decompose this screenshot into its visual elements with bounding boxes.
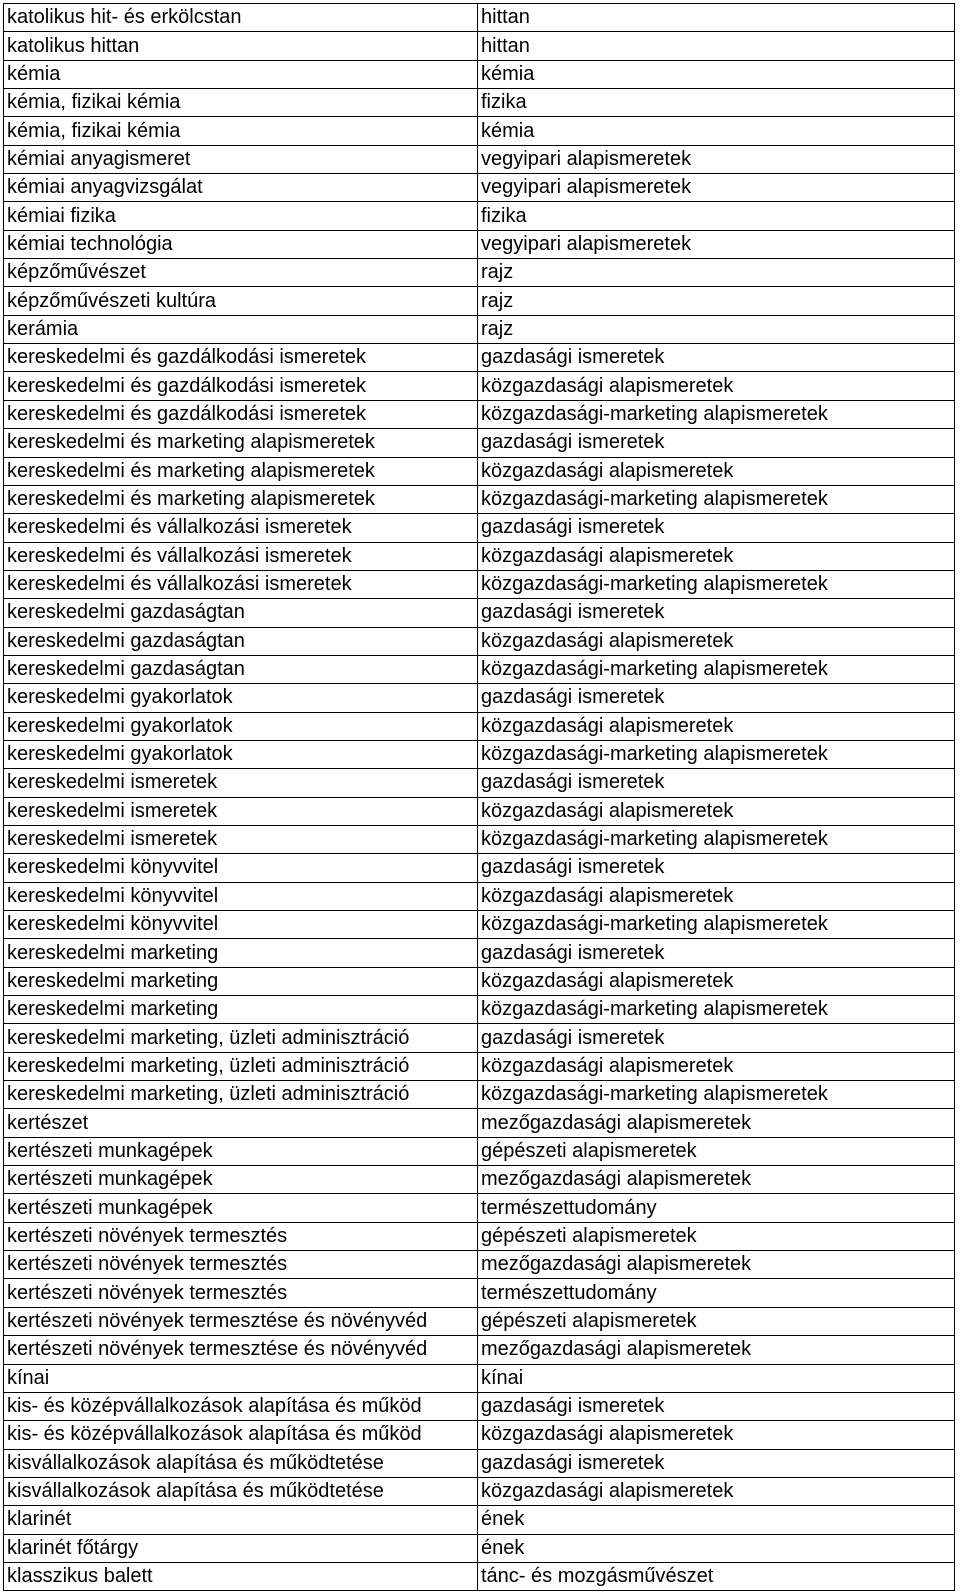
subject-cell[interactable]: kereskedelmi és gazdálkodási ismeretek bbox=[4, 400, 478, 428]
category-cell[interactable]: tánc- és mozgásművészet bbox=[478, 1562, 955, 1590]
subject-cell[interactable]: kereskedelmi ismeretek bbox=[4, 825, 478, 853]
category-cell[interactable]: kémia bbox=[478, 117, 955, 145]
category-cell[interactable]: mezőgazdasági alapismeretek bbox=[478, 1109, 955, 1137]
table-row bbox=[4, 825, 955, 853]
category-cell[interactable]: ének bbox=[478, 1534, 955, 1562]
subject-cell[interactable]: kereskedelmi marketing bbox=[4, 996, 478, 1024]
category-cell[interactable]: közgazdasági alapismeretek bbox=[478, 1421, 955, 1449]
table-row bbox=[4, 117, 955, 145]
subject-cell[interactable]: kereskedelmi marketing bbox=[4, 967, 478, 995]
category-cell[interactable]: közgazdasági alapismeretek bbox=[478, 712, 955, 740]
subject-cell[interactable]: kertészeti növények termesztés bbox=[4, 1279, 478, 1307]
category-cell[interactable]: fizika bbox=[478, 202, 955, 230]
table-row bbox=[4, 542, 955, 570]
subject-cell[interactable]: kisvállalkozások alapítása és működtetése bbox=[4, 1477, 478, 1505]
table-row bbox=[4, 145, 955, 173]
table-row bbox=[4, 1506, 955, 1534]
subject-cell[interactable]: kertészeti munkagépek bbox=[4, 1166, 478, 1194]
category-cell[interactable]: mezőgazdasági alapismeretek bbox=[478, 1166, 955, 1194]
table-row bbox=[4, 315, 955, 343]
category-cell[interactable]: ének bbox=[478, 1506, 955, 1534]
category-cell[interactable]: közgazdasági-marketing alapismeretek bbox=[478, 485, 955, 513]
subject-cell[interactable]: kereskedelmi gazdaságtan bbox=[4, 655, 478, 683]
category-cell[interactable]: gépészeti alapismeretek bbox=[478, 1222, 955, 1250]
table-row bbox=[4, 797, 955, 825]
subject-cell[interactable]: kereskedelmi ismeretek bbox=[4, 769, 478, 797]
subject-cell[interactable]: kémia, fizikai kémia bbox=[4, 117, 478, 145]
category-cell[interactable]: hittan bbox=[478, 32, 955, 60]
table-row bbox=[4, 1081, 955, 1109]
category-cell[interactable]: gazdasági ismeretek bbox=[478, 1024, 955, 1052]
subject-cell[interactable]: kereskedelmi marketing bbox=[4, 939, 478, 967]
table-row bbox=[4, 230, 955, 258]
table-row bbox=[4, 1421, 955, 1449]
subject-cell[interactable]: kertészet bbox=[4, 1109, 478, 1137]
category-cell[interactable]: rajz bbox=[478, 259, 955, 287]
subject-cell[interactable]: kereskedelmi gazdaságtan bbox=[4, 627, 478, 655]
subject-cell[interactable]: kereskedelmi könyvvitel bbox=[4, 882, 478, 910]
table-row bbox=[4, 996, 955, 1024]
subject-cell[interactable]: kémiai technológia bbox=[4, 230, 478, 258]
category-cell[interactable]: gazdasági ismeretek bbox=[478, 344, 955, 372]
table-body bbox=[4, 4, 955, 1591]
subject-cell[interactable]: kémia, fizikai kémia bbox=[4, 89, 478, 117]
table-row bbox=[4, 1392, 955, 1420]
subject-cell[interactable]: kertészeti növények termesztése és növényvéd bbox=[4, 1336, 478, 1364]
category-cell[interactable]: gazdasági ismeretek bbox=[478, 684, 955, 712]
subject-cell[interactable]: kereskedelmi és marketing alapismeretek bbox=[4, 457, 478, 485]
subject-cell[interactable]: kereskedelmi és marketing alapismeretek bbox=[4, 485, 478, 513]
subject-cell[interactable]: kertészeti munkagépek bbox=[4, 1137, 478, 1165]
spreadsheet-table bbox=[3, 3, 955, 1591]
category-cell[interactable]: közgazdasági alapismeretek bbox=[478, 627, 955, 655]
table-row bbox=[4, 570, 955, 598]
category-cell[interactable]: közgazdasági alapismeretek bbox=[478, 457, 955, 485]
category-cell[interactable]: kínai bbox=[478, 1364, 955, 1392]
subject-cell[interactable]: képzőművészet bbox=[4, 259, 478, 287]
category-cell[interactable]: természettudomány bbox=[478, 1279, 955, 1307]
table-row bbox=[4, 202, 955, 230]
subject-cell[interactable]: kereskedelmi gyakorlatok bbox=[4, 712, 478, 740]
table-row bbox=[4, 684, 955, 712]
table-row bbox=[4, 1534, 955, 1562]
table-row bbox=[4, 1222, 955, 1250]
category-cell[interactable]: fizika bbox=[478, 89, 955, 117]
table-row bbox=[4, 89, 955, 117]
subject-cell[interactable]: kereskedelmi gazdaságtan bbox=[4, 599, 478, 627]
subject-cell[interactable]: klarinét főtárgy bbox=[4, 1534, 478, 1562]
category-cell[interactable]: rajz bbox=[478, 315, 955, 343]
category-cell[interactable]: mezőgazdasági alapismeretek bbox=[478, 1336, 955, 1364]
subject-cell[interactable]: kínai bbox=[4, 1364, 478, 1392]
subject-cell[interactable]: kémiai anyagismeret bbox=[4, 145, 478, 173]
table-row bbox=[4, 911, 955, 939]
subject-cell[interactable]: klasszikus balett bbox=[4, 1562, 478, 1590]
table-row bbox=[4, 485, 955, 513]
category-cell[interactable]: közgazdasági-marketing alapismeretek bbox=[478, 825, 955, 853]
table-row bbox=[4, 712, 955, 740]
subject-cell[interactable]: kereskedelmi marketing, üzleti adminisztráció bbox=[4, 1081, 478, 1109]
table-row bbox=[4, 457, 955, 485]
category-cell[interactable]: vegyipari alapismeretek bbox=[478, 174, 955, 202]
subject-cell[interactable]: kertészeti növények termesztés bbox=[4, 1251, 478, 1279]
table-row bbox=[4, 1251, 955, 1279]
category-cell[interactable]: gazdasági ismeretek bbox=[478, 939, 955, 967]
category-cell[interactable]: gazdasági ismeretek bbox=[478, 429, 955, 457]
table-row bbox=[4, 1137, 955, 1165]
subject-cell[interactable]: kereskedelmi ismeretek bbox=[4, 797, 478, 825]
subject-cell[interactable]: kereskedelmi és vállalkozási ismeretek bbox=[4, 570, 478, 598]
table-row bbox=[4, 1194, 955, 1222]
subject-cell[interactable]: kereskedelmi és gazdálkodási ismeretek bbox=[4, 372, 478, 400]
category-cell[interactable]: közgazdasági-marketing alapismeretek bbox=[478, 996, 955, 1024]
table-row bbox=[4, 1166, 955, 1194]
table-row bbox=[4, 1109, 955, 1137]
category-cell[interactable]: gazdasági ismeretek bbox=[478, 1449, 955, 1477]
category-cell[interactable]: gazdasági ismeretek bbox=[478, 1392, 955, 1420]
category-cell[interactable]: vegyipari alapismeretek bbox=[478, 145, 955, 173]
category-cell[interactable]: kémia bbox=[478, 60, 955, 88]
table-row bbox=[4, 174, 955, 202]
table-row bbox=[4, 344, 955, 372]
subject-cell[interactable]: klarinét bbox=[4, 1506, 478, 1534]
subject-cell[interactable]: kisvállalkozások alapítása és működtetése bbox=[4, 1449, 478, 1477]
category-cell[interactable]: közgazdasági-marketing alapismeretek bbox=[478, 400, 955, 428]
category-cell[interactable]: közgazdasági alapismeretek bbox=[478, 967, 955, 995]
category-cell[interactable]: közgazdasági-marketing alapismeretek bbox=[478, 911, 955, 939]
category-cell[interactable]: közgazdasági-marketing alapismeretek bbox=[478, 1081, 955, 1109]
category-cell[interactable]: természettudomány bbox=[478, 1194, 955, 1222]
category-cell[interactable]: gazdasági ismeretek bbox=[478, 769, 955, 797]
category-cell[interactable]: közgazdasági alapismeretek bbox=[478, 797, 955, 825]
subject-cell[interactable]: kereskedelmi gyakorlatok bbox=[4, 740, 478, 768]
category-cell[interactable]: közgazdasági alapismeretek bbox=[478, 882, 955, 910]
category-cell[interactable]: gazdasági ismeretek bbox=[478, 599, 955, 627]
table-row bbox=[4, 1449, 955, 1477]
category-cell[interactable]: gazdasági ismeretek bbox=[478, 854, 955, 882]
table-row bbox=[4, 1562, 955, 1590]
category-cell[interactable]: közgazdasági alapismeretek bbox=[478, 372, 955, 400]
category-cell[interactable]: közgazdasági alapismeretek bbox=[478, 1052, 955, 1080]
table-row bbox=[4, 769, 955, 797]
table-row bbox=[4, 599, 955, 627]
category-cell[interactable]: közgazdasági-marketing alapismeretek bbox=[478, 655, 955, 683]
subject-cell[interactable]: kémiai anyagvizsgálat bbox=[4, 174, 478, 202]
table-row bbox=[4, 1364, 955, 1392]
subject-cell[interactable]: képzőművészeti kultúra bbox=[4, 287, 478, 315]
category-cell[interactable]: gépészeti alapismeretek bbox=[478, 1307, 955, 1335]
subject-cell[interactable]: kereskedelmi könyvvitel bbox=[4, 854, 478, 882]
category-cell[interactable]: közgazdasági alapismeretek bbox=[478, 542, 955, 570]
subject-cell[interactable]: kertészeti munkagépek bbox=[4, 1194, 478, 1222]
subject-cell[interactable]: kereskedelmi és vállalkozási ismeretek bbox=[4, 542, 478, 570]
subject-cell[interactable]: kertészeti növények termesztése és növényvéd bbox=[4, 1307, 478, 1335]
category-cell[interactable]: hittan bbox=[478, 4, 955, 32]
table-row bbox=[4, 1307, 955, 1335]
subject-cell[interactable]: katolikus hit- és erkölcstan bbox=[4, 4, 478, 32]
category-cell[interactable]: közgazdasági-marketing alapismeretek bbox=[478, 570, 955, 598]
table-row bbox=[4, 429, 955, 457]
table-row bbox=[4, 1052, 955, 1080]
category-cell[interactable]: közgazdasági alapismeretek bbox=[478, 1477, 955, 1505]
table-row bbox=[4, 1477, 955, 1505]
table-row bbox=[4, 259, 955, 287]
subject-cell[interactable]: kereskedelmi és gazdálkodási ismeretek bbox=[4, 344, 478, 372]
table-row bbox=[4, 4, 955, 32]
table-row bbox=[4, 939, 955, 967]
table-row bbox=[4, 1024, 955, 1052]
table-row bbox=[4, 1279, 955, 1307]
subject-cell[interactable]: kereskedelmi és vállalkozási ismeretek bbox=[4, 514, 478, 542]
subject-cell[interactable]: kereskedelmi gyakorlatok bbox=[4, 684, 478, 712]
category-cell[interactable]: vegyipari alapismeretek bbox=[478, 230, 955, 258]
table-row bbox=[4, 287, 955, 315]
subject-cell[interactable]: kis- és középvállalkozások alapítása és működ bbox=[4, 1421, 478, 1449]
table-row bbox=[4, 740, 955, 768]
subject-cell[interactable]: kémia bbox=[4, 60, 478, 88]
table-row bbox=[4, 32, 955, 60]
category-cell[interactable]: gépészeti alapismeretek bbox=[478, 1137, 955, 1165]
subject-cell[interactable]: kereskedelmi könyvvitel bbox=[4, 911, 478, 939]
table-row bbox=[4, 400, 955, 428]
subject-cell[interactable]: kerámia bbox=[4, 315, 478, 343]
table-row bbox=[4, 967, 955, 995]
category-cell[interactable]: közgazdasági-marketing alapismeretek bbox=[478, 740, 955, 768]
category-cell[interactable]: gazdasági ismeretek bbox=[478, 514, 955, 542]
table-row bbox=[4, 854, 955, 882]
subject-cell[interactable]: kereskedelmi marketing, üzleti adminisztráció bbox=[4, 1052, 478, 1080]
subject-cell[interactable]: katolikus hittan bbox=[4, 32, 478, 60]
subject-cell[interactable]: kis- és középvállalkozások alapítása és működ bbox=[4, 1392, 478, 1420]
subject-cell[interactable]: kereskedelmi marketing, üzleti adminisztráció bbox=[4, 1024, 478, 1052]
table-row bbox=[4, 882, 955, 910]
table-row bbox=[4, 655, 955, 683]
category-cell[interactable]: mezőgazdasági alapismeretek bbox=[478, 1251, 955, 1279]
table-row bbox=[4, 514, 955, 542]
category-cell[interactable]: rajz bbox=[478, 287, 955, 315]
table-row bbox=[4, 1336, 955, 1364]
table-row bbox=[4, 60, 955, 88]
table-row bbox=[4, 372, 955, 400]
subject-cell[interactable]: kémiai fizika bbox=[4, 202, 478, 230]
subject-cell[interactable]: kereskedelmi és marketing alapismeretek bbox=[4, 429, 478, 457]
table-row bbox=[4, 627, 955, 655]
subject-cell[interactable]: kertészeti növények termesztés bbox=[4, 1222, 478, 1250]
